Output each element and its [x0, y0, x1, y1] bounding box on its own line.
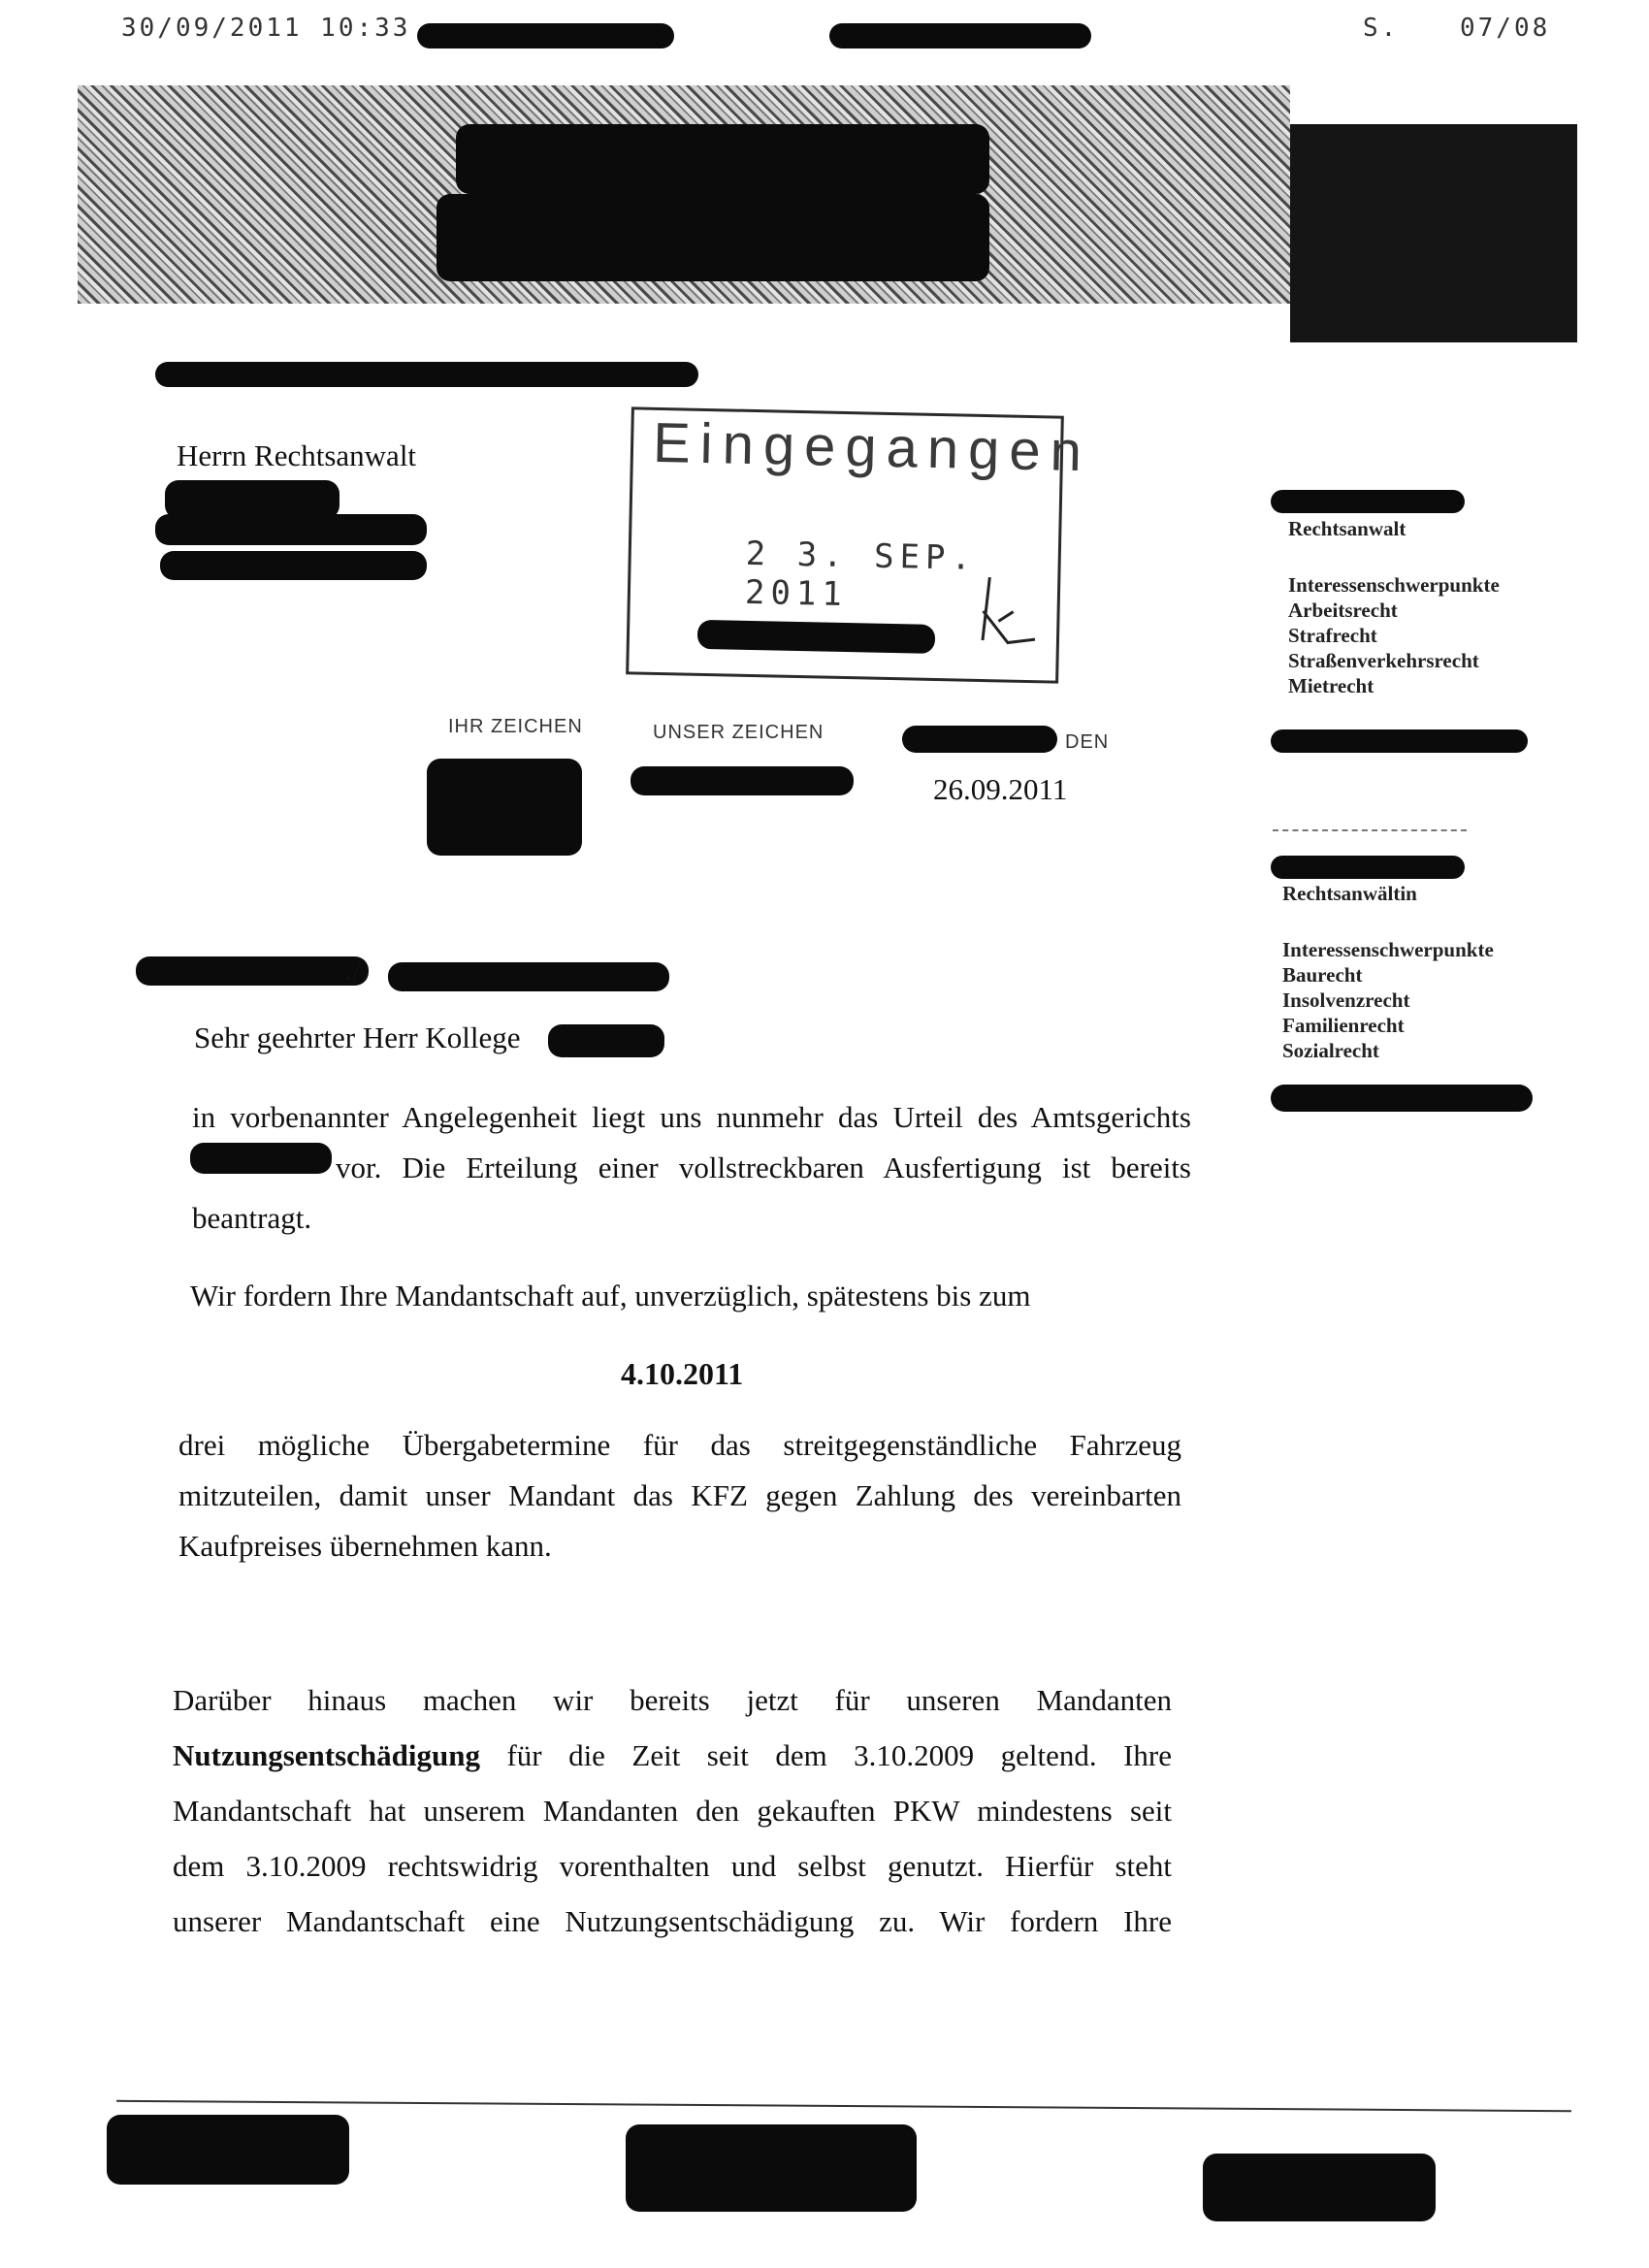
paragraph-line: beantragt. [192, 1201, 312, 1235]
lawyer1-area: Strafrecht [1288, 624, 1377, 647]
paragraph-line: drei mögliche Übergabetermine für das streitgegenständliche Fahrzeug [178, 1428, 1181, 1462]
lawyer2-area: Insolvenzrecht [1282, 988, 1410, 1012]
stamp-title: Eingegangen [652, 410, 1092, 484]
sidebar-divider [1273, 829, 1467, 831]
footer-redaction [1203, 2154, 1436, 2221]
paragraph: Wir fordern Ihre Mandantschaft auf, unverzüglich, spätestens bis zum [190, 1279, 1031, 1312]
case-party1-redaction [136, 956, 369, 986]
redaction-bar [829, 23, 1091, 49]
lawyer2-focus-heading: Interessenschwerpunkte [1282, 938, 1494, 961]
lawyer2-area: Familienrecht [1282, 1014, 1405, 1037]
redaction-bar [436, 194, 989, 281]
paragraph [192, 1092, 1191, 1244]
paragraph [173, 1672, 1172, 1949]
lawyer2-name-redaction [1271, 856, 1465, 879]
unser-zeichen-label: UNSER ZEICHEN [653, 722, 824, 743]
paragraph-line: Nutzungsentschädigung für die Zeit seit dem 3.10.2009 geltend. Ihre [173, 1738, 1172, 1772]
case-party2-redaction [388, 962, 669, 991]
paragraph-line: vor. Die Erteilung einer vollstreckbaren Ausfertigung ist bereits [336, 1150, 1191, 1184]
lawyer1-focus-heading: Interessenschwerpunkte [1288, 573, 1500, 597]
paragraph-line: dem 3.10.2009 rechtswidrig vorenthalten und selbst genutzt. Hierfür steht [173, 1849, 1172, 1883]
place-redaction [902, 726, 1057, 753]
unser-zeichen-redaction [630, 766, 854, 795]
salutation: Sehr geehrter Herr Kollege [194, 1021, 521, 1054]
paragraph-line: unserer Mandantschaft eine Nutzungsentschädigung zu. Wir fordern Ihre [173, 1904, 1172, 1938]
footer-redaction [107, 2115, 349, 2185]
paragraph-line: in vorbenannter Angelegenheit liegt uns nunmehr das Urteil des Amtsgerichts [192, 1100, 1191, 1134]
received-stamp [626, 406, 1092, 683]
handwritten-initial-icon [969, 572, 1049, 662]
fax-datetime: 30/09/2011 10:33 [121, 14, 411, 43]
paragraph-line: mitzuteilen, damit unser Mandant das KFZ gegen Zahlung des vereinbarten [178, 1478, 1181, 1512]
lawyer1-area: Arbeitsrecht [1288, 599, 1398, 622]
paragraph-line: Kaufpreises übernehmen kann. [178, 1529, 552, 1563]
sender-line-redaction [155, 362, 698, 387]
paragraph-line: Darüber hinaus machen wir bereits jetzt für unseren Mandanten [173, 1683, 1172, 1717]
letterhead-redaction-block [1290, 124, 1577, 342]
lawyer1-area: Straßenverkehrsrecht [1288, 649, 1479, 672]
court-name-redaction [190, 1143, 332, 1174]
letter-date: 26.09.2011 [933, 772, 1068, 806]
recipient-name-redaction [165, 480, 340, 519]
lawyer2-title: Rechtsanwältin [1282, 882, 1417, 905]
ihr-zeichen-label: IHR ZEICHEN [448, 716, 583, 737]
lawyer2-contact-redaction [1271, 1085, 1533, 1112]
salutation-name-redaction [548, 1024, 664, 1057]
case-separator: ./. [345, 953, 370, 987]
fax-page-number: 07/08 [1460, 14, 1551, 43]
lawyer1-area: Mietrecht [1288, 674, 1374, 697]
footer-redaction [626, 2124, 917, 2212]
stamp-redaction [697, 620, 936, 654]
footer-rule [116, 2100, 1571, 2112]
ihr-zeichen-redaction [427, 759, 582, 856]
paragraph [178, 1420, 1181, 1571]
fax-page-label: S. [1363, 14, 1400, 43]
lawyer1-contact-redaction [1271, 729, 1528, 753]
redaction-bar [417, 23, 674, 49]
recipient-city-redaction [160, 551, 427, 580]
stamp-date: 2 3. SEP. 2011 [744, 534, 978, 615]
recipient-title: Herrn Rechtsanwalt [177, 438, 417, 472]
lawyer1-title: Rechtsanwalt [1288, 517, 1406, 540]
paragraph-line: Mandantschaft hat unserem Mandanten den gekauften PKW mindestens seit [173, 1794, 1172, 1828]
emphasis-term: Nutzungsentschädigung [173, 1738, 480, 1772]
lawyer1-name-redaction [1271, 490, 1465, 513]
deadline-date: 4.10.2011 [621, 1356, 744, 1391]
redaction-bar [456, 124, 989, 194]
lawyer2-area: Baurecht [1282, 963, 1363, 987]
lawyer2-area: Sozialrecht [1282, 1039, 1379, 1062]
den-label: DEN [1065, 731, 1110, 753]
recipient-street-redaction [155, 514, 427, 545]
